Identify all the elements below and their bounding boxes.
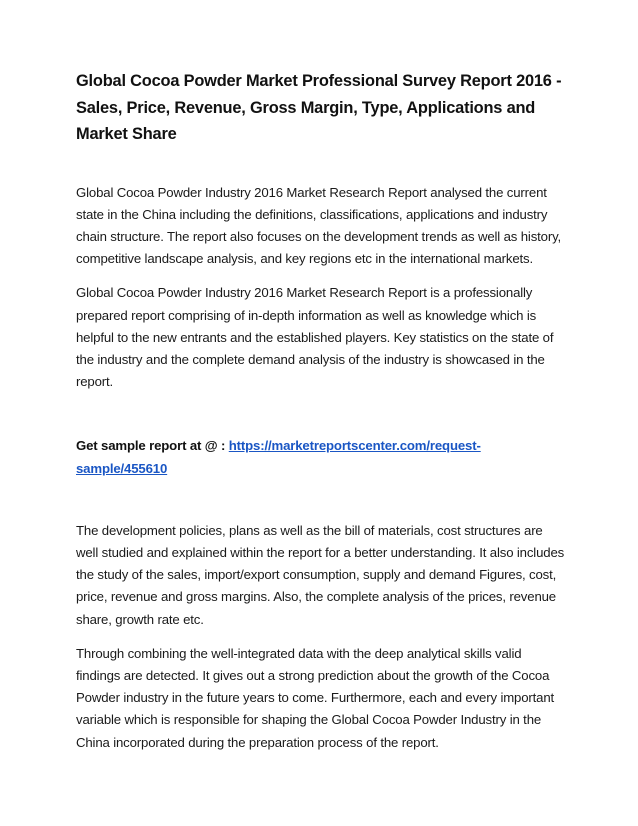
document-title: Global Cocoa Powder Market Professional Survey Report 2016 - Sales, Price, Revenue, Gross Margin, Type, Applications and Market Share — [76, 72, 562, 143]
sample-report-label: Get sample report at @ : — [76, 438, 229, 454]
paragraph-analysis-findings: Through combining the well-integrated data with the deep analytical skills valid findings are detected. It gives out a strong prediction about the growth of the Cocoa Powder industry in the future years to come. Furthermore, each and every important variable which is responsible for shaping the Global Cocoa Powder Industry in the China incorporated during the preparation process of the report. — [76, 645, 555, 750]
sample-report-link[interactable]: https://marketreportscenter.com/request-sample/455610 — [76, 438, 481, 476]
document-page — [76, 68, 568, 754]
sample-report-line — [76, 435, 568, 479]
paragraph-report-description: Global Cocoa Powder Industry 2016 Market Research Report is a professionally prepared report comprising of in-depth information as well as knowledge which is helpful to the new entrants and the established players. Key statistics on the state of the industry and the complete demand analysis of the industry is showcased in the report. — [76, 285, 554, 390]
paragraph-intro: Global Cocoa Powder Industry 2016 Market Research Report analysed the current state in the China including the definitions, classifications, applications and industry chain structure. The report also focuses on the development trends as well as history, competitive landscape analysis, and key regions etc in the international markets. — [76, 184, 562, 267]
paragraph-development-policies: The development policies, plans as well as the bill of materials, cost structures are well studied and explained within the report for a better understanding. It also includes the study of the sales, import/export consumption, supply and demand Figures, cost, price, revenue and gross margins. Also, the complete analysis of the prices, revenue share, growth rate etc. — [76, 522, 565, 627]
